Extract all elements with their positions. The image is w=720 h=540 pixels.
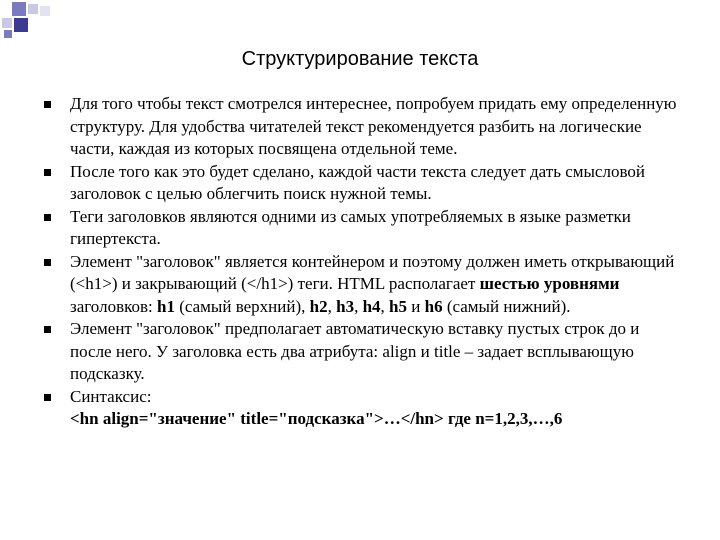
bullet-list bbox=[42, 93, 682, 431]
bullet-square-icon bbox=[44, 169, 51, 176]
text-run: Элемент "заголовок" предполагает автоматическую вставку пустых строк до и после него. У заголовка есть два атрибута: align и title – задает всплывающую подсказку. bbox=[70, 319, 640, 383]
bold-text: шестью уровнями bbox=[479, 274, 620, 293]
text-run: После того как это будет сделано, каждой части текста следует дать смысловой заголовок с целью облегчить поиск нужной темы. bbox=[70, 161, 645, 203]
bullet-square-icon bbox=[44, 394, 51, 401]
bold-text: h4 bbox=[362, 296, 381, 316]
text-run: , bbox=[327, 296, 337, 316]
bullet-text bbox=[70, 94, 677, 158]
bullet-item bbox=[42, 206, 682, 251]
text-run: Синтаксис: bbox=[70, 386, 152, 406]
bullet-square-icon bbox=[44, 214, 51, 221]
bold-text: h3 bbox=[336, 296, 355, 316]
text-run: Элемент "заголовок" является контейнером и поэтому должен иметь открывающий (<h1>) и закрывающий (</h1>) теги. HTML располагает bbox=[70, 251, 675, 293]
corner-square bbox=[2, 18, 12, 28]
slide-title: Структурирование текста bbox=[241, 48, 479, 70]
bullet-text bbox=[70, 319, 639, 383]
text-run: , bbox=[354, 296, 363, 316]
bold-text: h1 bbox=[157, 296, 175, 316]
corner-square bbox=[28, 4, 38, 14]
corner-decoration bbox=[0, 0, 60, 42]
text-run: , bbox=[380, 296, 390, 316]
bullet-item bbox=[42, 318, 682, 386]
text-run: Для того чтобы текст смотрелся интереснее, попробуем придать ему определенную структуру. Для удобства читателей текст рекомендуется разбить на логические части, каждая из которых посвящена отдельной теме. bbox=[70, 94, 677, 158]
corner-square bbox=[14, 18, 28, 32]
text-run: (самый верхний), bbox=[174, 296, 310, 316]
bullet-text bbox=[70, 387, 562, 429]
text-run: Теги заголовков являются одними из самых употребляемых в языке разметки гипертекста. bbox=[70, 206, 631, 248]
bold-text: h6 bbox=[424, 296, 443, 316]
bullet-item bbox=[42, 161, 682, 206]
bullet-item bbox=[42, 251, 682, 319]
text-run: и bbox=[407, 296, 425, 316]
bullet-square-icon bbox=[44, 101, 51, 108]
bold-text: h2 bbox=[309, 296, 328, 316]
corner-square bbox=[12, 2, 26, 16]
bold-text: h5 bbox=[389, 296, 408, 316]
bullet-item bbox=[42, 93, 682, 161]
bold-text: <hn align="значение" title="подсказка">…</hn> где n=1,2,3,…,6 bbox=[70, 409, 563, 428]
text-run: заголовков: bbox=[70, 296, 157, 316]
corner-square bbox=[4, 30, 12, 38]
bullet-square-icon bbox=[44, 259, 51, 266]
bullet-text bbox=[70, 252, 674, 316]
bullet-text bbox=[70, 207, 631, 249]
bullet-square-icon bbox=[44, 326, 51, 333]
text-run: (самый нижний). bbox=[442, 296, 571, 316]
bullet-text bbox=[70, 162, 645, 204]
corner-square bbox=[40, 6, 50, 16]
bullet-item bbox=[42, 386, 682, 431]
